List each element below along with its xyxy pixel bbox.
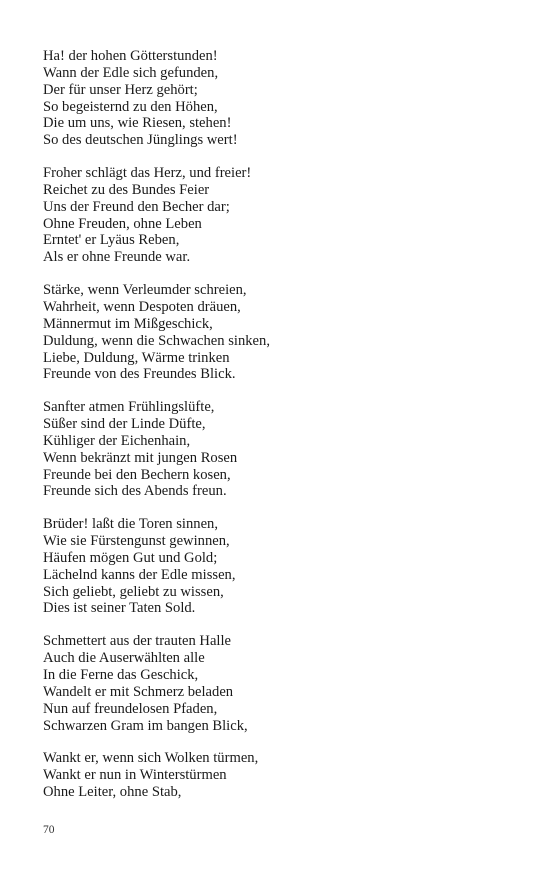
poem-line: Brüder! laßt die Toren sinnen, xyxy=(43,516,219,533)
poem-line: Freunde bei den Bechern kosen, xyxy=(43,466,231,483)
poem-line: Ohne Freuden, ohne Leben xyxy=(43,215,202,232)
stanza xyxy=(43,48,513,149)
poem-line: Wankt er nun in Winterstürmen xyxy=(43,767,227,784)
poem-line: Froher schlägt das Herz, und freier! xyxy=(43,165,252,182)
poem-line: So des deutschen Jünglings wert! xyxy=(43,132,238,149)
poem-line: Uns der Freund den Becher dar; xyxy=(43,198,230,215)
poem-line: Lächelnd kanns der Edle missen, xyxy=(43,566,236,583)
poem-line: Wahrheit, wenn Despoten dräuen, xyxy=(43,298,241,315)
poem-line: Nun auf freundelosen Pfaden, xyxy=(43,700,218,717)
poem-line: In die Ferne das Geschick, xyxy=(43,667,199,683)
poem-line: Stärke, wenn Verleumder schreien, xyxy=(43,282,247,299)
poem-line: Der für unser Herz gehört; xyxy=(43,81,198,98)
poem-line: Liebe, Duldung, Wärme trinken xyxy=(43,349,230,366)
poem-line: Duldung, wenn die Schwachen sinken, xyxy=(43,332,270,349)
poem-line: Süßer sind der Linde Düfte, xyxy=(43,416,206,433)
poem-line: Freunde von des Freundes Blick. xyxy=(43,366,236,383)
poem-line: Wie sie Fürstengunst gewinnen, xyxy=(43,533,230,550)
stanza xyxy=(43,165,513,266)
poem-line: So begeisternd zu den Höhen, xyxy=(43,98,218,115)
poem-line: Häufen mögen Gut und Gold; xyxy=(43,549,218,566)
poem-line: Wann der Edle sich gefunden, xyxy=(43,64,219,81)
poem-text xyxy=(43,48,513,817)
stanza xyxy=(43,516,513,617)
poem-line: Freunde sich des Abends freun. xyxy=(43,483,227,500)
poem-line: Wankt er, wenn sich Wolken türmen, xyxy=(43,750,259,767)
poem-line: Kühliger der Eichenhain, xyxy=(43,432,191,449)
page-number: 70 xyxy=(43,824,55,836)
stanza xyxy=(43,282,513,383)
poem-line: Sich geliebt, geliebt zu wissen, xyxy=(43,583,224,600)
poem-line: Die um uns, wie Riesen, stehen! xyxy=(43,115,232,132)
poem-line: Schwarzen Gram im bangen Blick, xyxy=(43,717,248,734)
poem-line: Als er ohne Freunde war. xyxy=(43,249,191,266)
poem-line: Ha! der hohen Götterstunden! xyxy=(43,48,218,64)
poem-line: Männermut im Mißgeschick, xyxy=(43,315,213,332)
poem-line: Schmettert aus der trauten Halle xyxy=(43,633,232,650)
poem-line: Dies ist seiner Taten Sold. xyxy=(43,600,196,617)
stanza xyxy=(43,399,513,500)
poem-line: Wandelt er mit Schmerz beladen xyxy=(43,683,234,700)
poem-line: Auch die Auserwählten alle xyxy=(43,650,205,667)
poem-line: Ohne Leiter, ohne Stab, xyxy=(43,784,182,801)
stanza xyxy=(43,750,513,801)
poem-line: Reichet zu des Bundes Feier xyxy=(43,181,210,198)
poem-line: Erntet' er Lyäus Reben, xyxy=(43,232,180,249)
stanza xyxy=(43,633,513,734)
poem-line: Wenn bekränzt mit jungen Rosen xyxy=(43,449,238,466)
poem-line: Sanfter atmen Frühlingslüfte, xyxy=(43,399,215,416)
